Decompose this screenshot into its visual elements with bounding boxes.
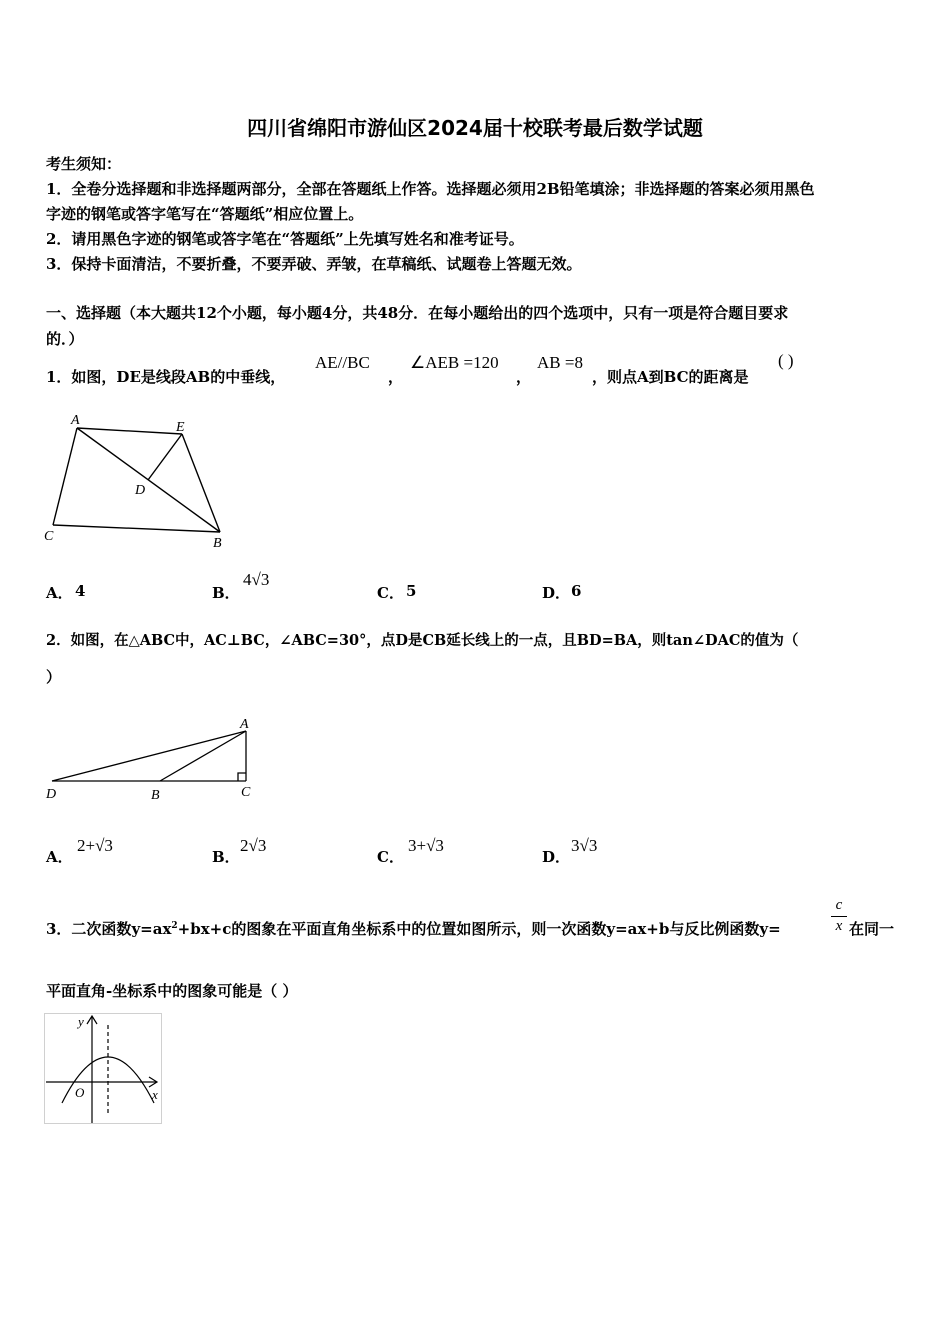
- q1-stem-end: ，则点A到BC的距离是: [592, 368, 749, 386]
- q1-segment-CB: [53, 525, 220, 532]
- q2-label-A: A: [240, 717, 249, 732]
- notice-line-2: 2．请用黑色字迹的钢笔或答字笔在“答题纸”上先填写姓名和准考证号。: [46, 230, 524, 248]
- q3-exponent: 2: [171, 921, 178, 931]
- notice-heading: 考生须知：: [46, 155, 122, 173]
- q2-option-d-label: D．: [542, 848, 571, 866]
- q2-figure: [40, 712, 270, 807]
- q1-option-c-value: 5: [406, 582, 417, 600]
- q1-option-b-value: 4√3: [243, 570, 270, 589]
- q1-option-d-value: 6: [571, 582, 582, 600]
- q1-stem-start: 1．如图，DE是线段AB的中垂线，: [46, 368, 286, 386]
- q2-option-b-value: 2√3: [240, 836, 267, 855]
- q1-option-d-label: D．: [542, 584, 571, 602]
- q2-label-D: D: [46, 787, 57, 802]
- q1-label-B: B: [213, 536, 222, 551]
- q3-label-y: y: [78, 1014, 84, 1029]
- q1-answer-paren: ( ): [778, 351, 794, 370]
- q2-label-C: C: [241, 785, 251, 800]
- notice-line-3: 3．保持卡面清洁，不要折叠，不要弄破、弄皱，在草稿纸、试题卷上答题无效。: [46, 255, 582, 273]
- q1-label-A: A: [71, 413, 80, 428]
- q3-label-x: x: [152, 1087, 158, 1102]
- q2-option-a-label: A．: [46, 848, 73, 866]
- q1-option-b-label: B．: [212, 584, 240, 602]
- q1-segment-AE: [77, 428, 182, 434]
- section-heading-line-1: 一、选择题（本大题共12个小题，每小题4分，共48分．在每小题给出的四个选项中，只有一项是符合题目要求: [46, 304, 789, 322]
- q1-separator-2: ，: [516, 368, 532, 386]
- q1-label-D: D: [135, 483, 146, 498]
- q2-stem-end: ）: [46, 668, 62, 686]
- q2-option-c-value: 3+√3: [408, 836, 444, 855]
- q3-stem-start: 3．二次函数y=ax: [46, 920, 172, 938]
- q1-segment-AC: [53, 428, 77, 525]
- q3-figure: [44, 1013, 164, 1125]
- q1-condition-parallel: AE//BC: [315, 353, 370, 372]
- q1-option-a-value: 4: [75, 582, 86, 600]
- q1-condition-angle: ∠AEB =120: [410, 353, 499, 372]
- q3-figure-frame: [45, 1014, 162, 1124]
- q1-label-C: C: [44, 529, 54, 544]
- q3-stem: [46, 918, 781, 939]
- q2-right-angle-mark: [238, 773, 246, 781]
- q1-option-a-label: A．: [46, 584, 73, 602]
- q1-figure: [40, 408, 240, 553]
- q2-option-a-value: 2+√3: [77, 836, 113, 855]
- q1-segment-EB: [182, 434, 220, 532]
- q3-fraction-numerator: c: [835, 897, 843, 913]
- q1-label-E: E: [176, 420, 185, 435]
- q3-stem-end: 在同一: [849, 920, 895, 938]
- q2-stem: 2．如图，在△ABC中，AC⊥BC，∠ABC=30°，点D是CB延长线上的一点，且BD=BA，则tan∠DAC的值为（: [46, 632, 799, 649]
- section-heading-line-2: 的．）: [46, 330, 84, 348]
- q2-option-d-value: 3√3: [571, 836, 598, 855]
- q2-segment-DA: [52, 731, 246, 781]
- q2-option-b-label: B．: [212, 848, 240, 866]
- q3-stem-line-2: 平面直角-坐标系中的图象可能是（ ）: [46, 982, 298, 1000]
- q1-condition-length: AB =8: [537, 353, 583, 372]
- q3-stem-middle: +bx+c的图象在平面直角坐标系中的位置如图所示，则一次函数y=ax+b与反比例函数y=: [177, 920, 781, 938]
- q2-label-B: B: [151, 788, 160, 803]
- q3-label-origin: O: [75, 1085, 85, 1100]
- q1-option-c-label: C．: [377, 584, 404, 602]
- page-title: 四川省绵阳市游仙区2024届十校联考最后数学试题: [247, 116, 703, 140]
- q2-option-c-label: C．: [377, 848, 404, 866]
- notice-line-1a: 1．全卷分选择题和非选择题两部分，全部在答题纸上作答。选择题必须用2B铅笔填涂；非选择题的答案必须用黑色: [46, 180, 815, 198]
- q3-fraction: [831, 896, 847, 935]
- q2-segment-BA: [160, 731, 246, 781]
- notice-line-1b: 字迹的钢笔或答字笔写在“答题纸”相应位置上。: [46, 205, 364, 223]
- q3-fraction-denominator: x: [831, 916, 847, 935]
- q1-separator-1: ，: [388, 368, 404, 386]
- q1-segment-ED: [148, 434, 182, 480]
